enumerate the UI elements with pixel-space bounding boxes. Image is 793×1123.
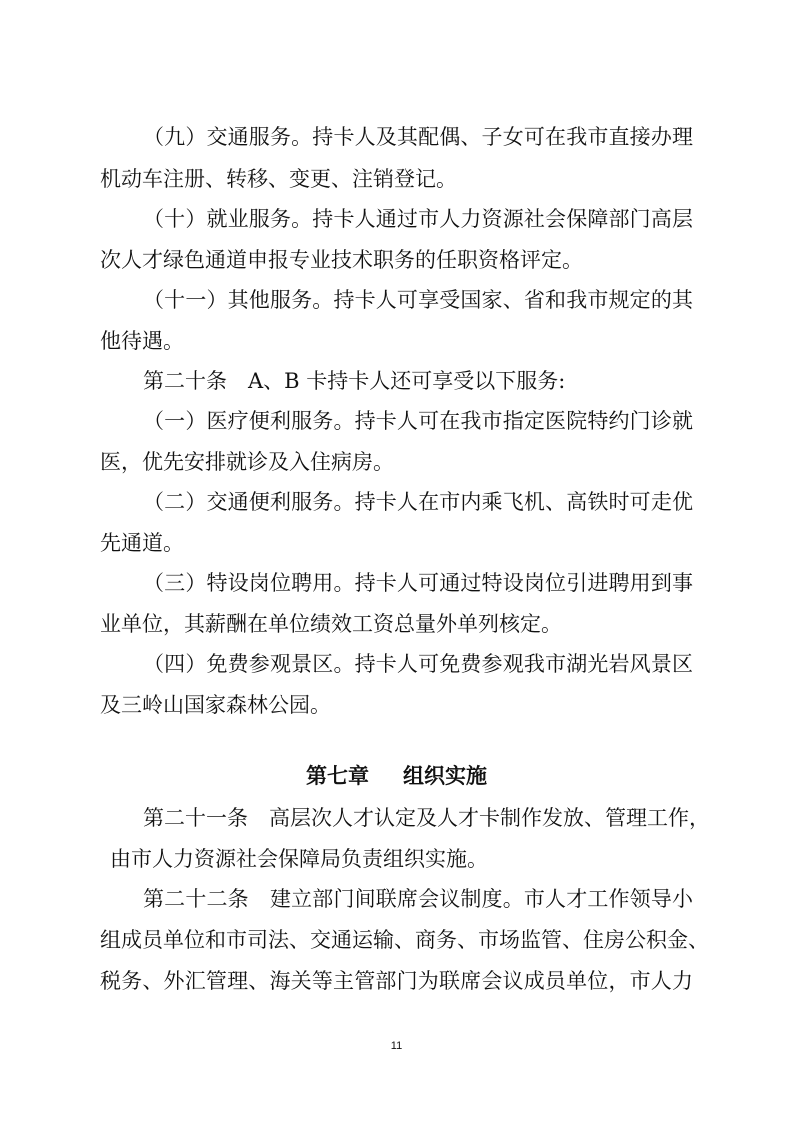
- text-line: 次人才绿色通道申报专业技术职务的任职资格评定。: [100, 248, 583, 272]
- text-line: （十一）其他服务。持卡人可享受国家、省和我市规定的其: [143, 288, 693, 312]
- text-line: 税务、外汇管理、海关等主管部门为联席会议成员单位，市人力: [100, 969, 693, 993]
- chapter-title: 组织实施: [403, 764, 487, 788]
- text-line: （十）就业服务。持卡人通过市人力资源社会保障部门高层: [143, 207, 693, 231]
- text-line: （三）特设岗位聘用。持卡人可通过特设岗位引进聘用到事: [143, 571, 693, 595]
- text-line: 医，优先安排就诊及入住病房。: [100, 450, 394, 474]
- article-heading: 第二十条 A、B 卡持卡人还可享受以下服务:: [143, 369, 566, 393]
- text-line: （四）免费参观景区。持卡人可免费参观我市湖光岩风景区: [143, 652, 693, 676]
- text-line: 业单位，其薪酬在单位绩效工资总量外单列核定。: [100, 612, 562, 636]
- text-line: （一）医疗便利服务。持卡人可在我市指定医院特约门诊就: [143, 409, 693, 433]
- text-line: 组成员单位和市司法、交通运输、商务、市场监管、住房公积金、: [100, 928, 709, 952]
- text-line: 及三岭山国家森林公园。: [100, 693, 331, 717]
- text-line: 由市人力资源社会保障局负责组织实施。: [110, 847, 488, 871]
- text-line: 他待遇。: [100, 329, 184, 353]
- chapter-number: 第七章: [306, 764, 369, 788]
- chapter-heading: [0, 760, 793, 792]
- text-line: 第二十二条 建立部门间联席会议制度。市人才工作领导小: [143, 887, 693, 911]
- text-line: 机动车注册、转移、变更、注销登记。: [100, 167, 457, 191]
- text-line: 先通道。: [100, 531, 184, 555]
- text-line: （九）交通服务。持卡人及其配偶、子女可在我市直接办理: [143, 125, 693, 149]
- text-line: （二）交通便利服务。持卡人在市内乘飞机、高铁时可走优: [143, 490, 693, 514]
- page-number: 11: [390, 1040, 403, 1052]
- text-line: 第二十一条 高层次人才认定及人才卡制作发放、管理工作，: [143, 806, 710, 830]
